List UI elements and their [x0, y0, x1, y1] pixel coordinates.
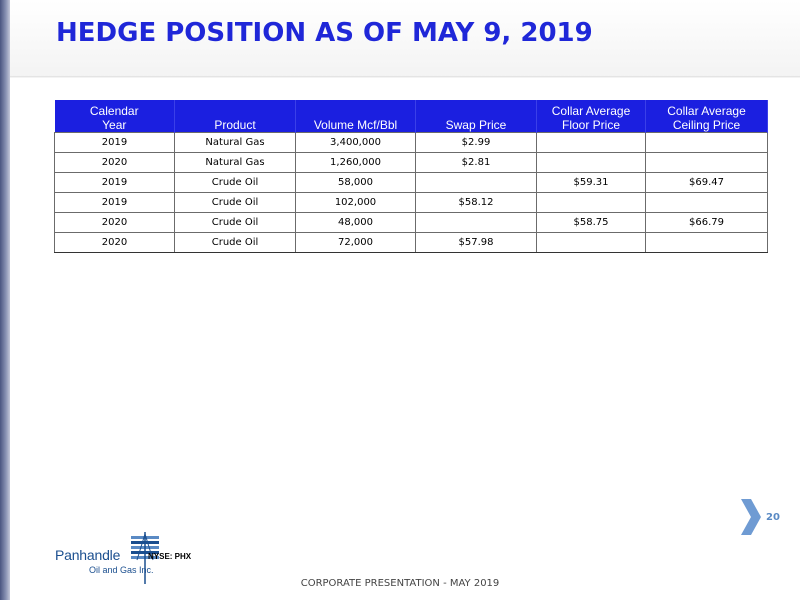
- cell-volume: 1,260,000: [296, 153, 416, 173]
- cell-product: Natural Gas: [175, 133, 296, 153]
- cell-ceiling-price: [646, 193, 768, 213]
- header-swap-price: Swap Price: [416, 100, 537, 133]
- cell-product: Crude Oil: [175, 213, 296, 233]
- cell-year: 2020: [55, 233, 175, 253]
- stock-ticker: NYSE: PHX: [148, 552, 192, 561]
- title-divider: [10, 76, 800, 77]
- hedge-position-table: [54, 100, 768, 253]
- table-row: [55, 213, 768, 233]
- header-product: Product: [175, 100, 296, 133]
- cell-floor-price: $59.31: [537, 173, 646, 193]
- cell-swap-price: [416, 173, 537, 193]
- cell-product: Crude Oil: [175, 233, 296, 253]
- cell-floor-price: $58.75: [537, 213, 646, 233]
- cell-swap-price: $58.12: [416, 193, 537, 213]
- table-row: [55, 193, 768, 213]
- table-row: [55, 173, 768, 193]
- cell-year: 2020: [55, 153, 175, 173]
- cell-swap-price: $57.98: [416, 233, 537, 253]
- cell-ceiling-price: [646, 233, 768, 253]
- table-row: [55, 133, 768, 153]
- cell-volume: 102,000: [296, 193, 416, 213]
- table-header-row: [55, 100, 768, 133]
- cell-floor-price: [537, 233, 646, 253]
- cell-ceiling-price: [646, 153, 768, 173]
- header-collar-floor-price: Collar Average Floor Price: [537, 100, 646, 133]
- cell-volume: 3,400,000: [296, 133, 416, 153]
- header-calendar-year: Calendar Year: [55, 100, 175, 133]
- cell-year: 2019: [55, 133, 175, 153]
- cell-swap-price: [416, 213, 537, 233]
- cell-year: 2019: [55, 193, 175, 213]
- cell-floor-price: [537, 153, 646, 173]
- left-accent-bar: [0, 0, 10, 600]
- cell-swap-price: $2.81: [416, 153, 537, 173]
- cell-year: 2020: [55, 213, 175, 233]
- logo-name: Panhandle: [55, 547, 121, 563]
- cell-volume: 58,000: [296, 173, 416, 193]
- logo-subtitle: Oil and Gas Inc.: [89, 565, 154, 575]
- cell-product: Crude Oil: [175, 193, 296, 213]
- cell-ceiling-price: [646, 133, 768, 153]
- cell-product: Natural Gas: [175, 153, 296, 173]
- header-collar-ceiling-price: Collar Average Ceiling Price: [646, 100, 768, 133]
- cell-ceiling-price: $69.47: [646, 173, 768, 193]
- cell-ceiling-price: $66.79: [646, 213, 768, 233]
- table-row: [55, 233, 768, 253]
- slide-title: HEDGE POSITION AS OF MAY 9, 2019: [56, 18, 593, 48]
- cell-swap-price: $2.99: [416, 133, 537, 153]
- cell-product: Crude Oil: [175, 173, 296, 193]
- cell-year: 2019: [55, 173, 175, 193]
- table-row: [55, 153, 768, 173]
- cell-volume: 48,000: [296, 213, 416, 233]
- cell-floor-price: [537, 193, 646, 213]
- header-volume: Volume Mcf/Bbl: [296, 100, 416, 133]
- footer-text: CORPORATE PRESENTATION - MAY 2019: [300, 578, 500, 589]
- chevron-right-icon[interactable]: [737, 497, 763, 537]
- cell-floor-price: [537, 133, 646, 153]
- cell-volume: 72,000: [296, 233, 416, 253]
- page-number: 20: [766, 512, 780, 523]
